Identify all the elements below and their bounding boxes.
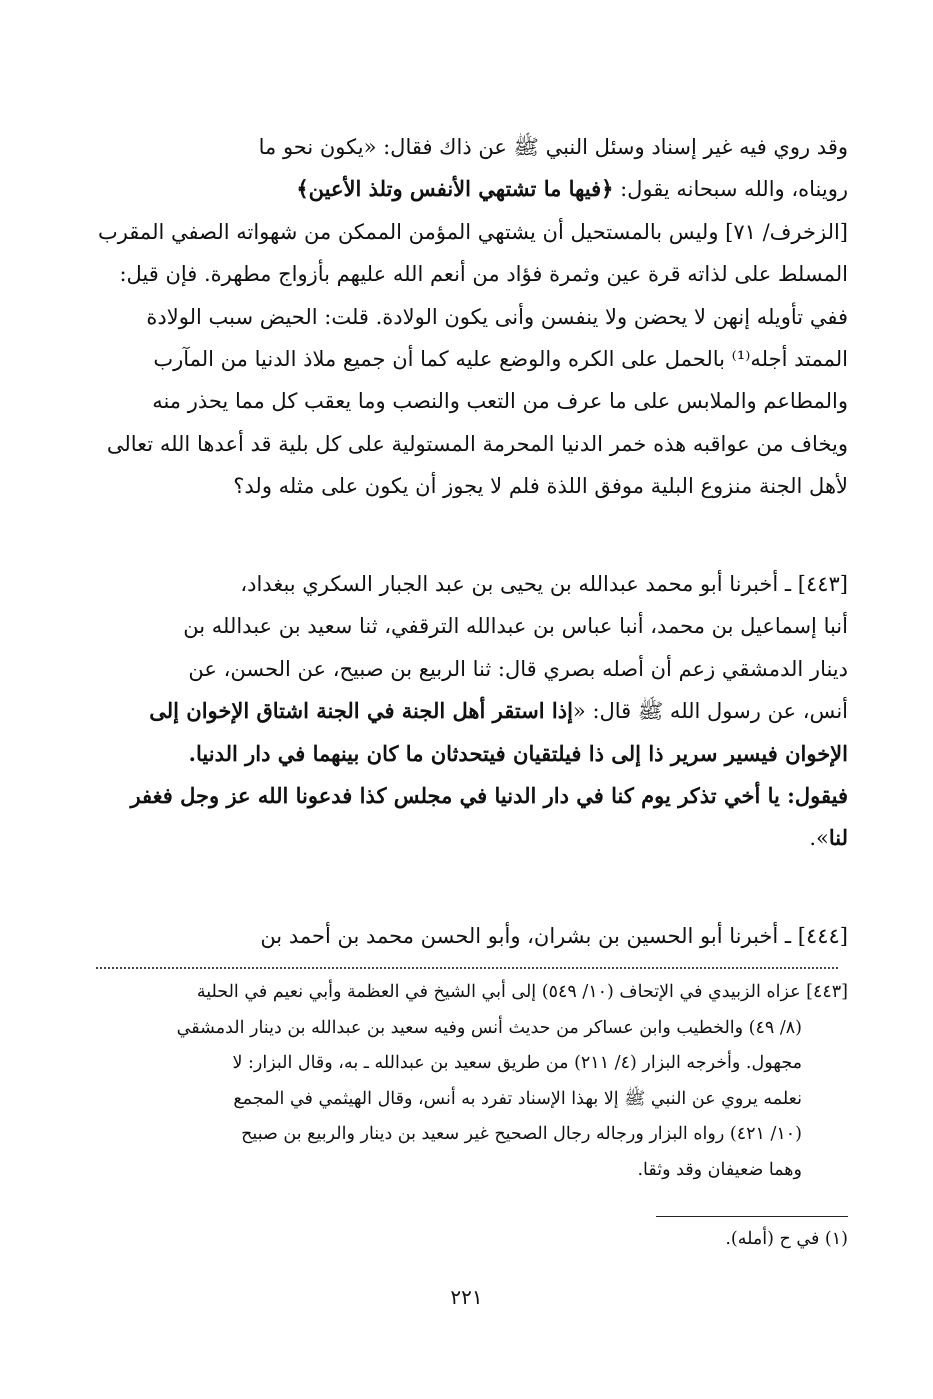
quran-quote: ﴿فيها ما تشتهي الأنفس وتلذ الأعين﴾ (296, 176, 614, 202)
text-line (96, 817, 848, 859)
paragraph-commentary (96, 126, 848, 550)
text-line (96, 915, 848, 957)
text-segment: ـ أخبرنا أبو الحسين بن بشران، وأبو الحسن محمد بن أحمد بن (260, 924, 798, 948)
hadith-text: إذا استقر أهل الجنة في الجنة اشتاق الإخوان إلى (149, 698, 573, 724)
text-segment: رويناه، والله سبحانه يقول: (613, 177, 848, 202)
main-text (96, 126, 848, 955)
text-line: [الزخرف/ ٧١] وليس بالمستحيل أن يشتهي المؤمن الممكن من شهواته الصفي المقرب (97, 219, 848, 244)
text-segment: أنس، عن رسول الله ﷺ قال: « (572, 699, 848, 724)
text-line: أنبا إسماعيل بن محمد، أنبا عباس بن عبدالله الترقفي، ثنا سعيد بن عبدالله بن (183, 614, 848, 639)
hadith-443 (96, 563, 848, 902)
hadith-text: فيقول: يا أخي تذكر يوم كنا في دار الدنيا في مجلس كذا فدعونا الله عز وجل فغفر (130, 783, 848, 809)
note-line: مجهول. وأخرجه البزار (٤/ ٢١١) من طريق سعيد بن عبدالله ـ به، وقال البزار: لا (232, 1053, 802, 1074)
text-line: والمطاعم والملابس على ما عرف من التعب والنصب وما يعقب كل مما يحذر منه (152, 389, 848, 414)
footnote-divider (656, 1216, 848, 1217)
text-line (96, 690, 848, 732)
page-number: ٢٢١ (450, 1285, 483, 1309)
text-line (96, 733, 848, 775)
note-line: [٤٤٣] عزاه الزبيدي في الإتحاف (١٠/ ٥٤٩) إلى أبي الشيخ في العظمة وأبي نعيم في الحلية (196, 982, 848, 1002)
hadith-text: لنا (828, 825, 848, 851)
hadith-number: [٤٤٤] (797, 924, 848, 948)
text-line: وقد روي فيه غير إسناد وسئل النبي ﷺ عن ذاك فقال: «يكون نحو ما (258, 135, 848, 159)
hadith-number: [٤٤٣] (797, 572, 848, 596)
text-line (96, 775, 848, 817)
text-line: الممتد أجله⁽¹⁾ بالحمل على الكره والوضع عليه كما أن جميع ملاذ الدنيا من المآرب (153, 347, 848, 372)
note-line: وهما ضعيفان وقد وثقا. (637, 1159, 802, 1180)
note-line: (١٠/ ٤٢١) رواه البزار ورجاله رجال الصحيح غير سعيد بن دينار والربيع بن صبيح (241, 1124, 802, 1145)
hadith-444 (96, 915, 848, 955)
text-segment: ـ أخبرنا أبو محمد عبدالله بن يحيى بن عبد الجبار السكري ببغداد، (240, 572, 798, 596)
text-line (96, 168, 848, 210)
text-line: ويخاف من عواقبه هذه خمر الدنيا المحرمة المستولية على كل بلية قد أعدها الله تعالى (106, 431, 848, 456)
notes-divider (96, 967, 838, 969)
text-line: ففي تأويله إنهن لا يحضن ولا ينفسن وأنى يكون الولادة. قلت: الحيض سبب الولادة (146, 304, 848, 329)
note-line: (٨/ ٤٩) والخطيب وابن عساكر من حديث أنس وفيه سعيد بن عبدالله بن دينار الدمشقي (176, 1017, 802, 1038)
hadith-text: الإخوان فيسير سرير ذا إلى ذا فيلتقيان فيتحدثان ما كان بينهما في دار الدنيا. (188, 740, 848, 766)
text-segment: ». (809, 826, 829, 851)
note-line: نعلمه يروي عن النبي ﷺ إلا بهذا الإسناد تفرد به أنس، وقال الهيثمي في المجمع (233, 1088, 802, 1109)
text-line: لأهل الجنة منزوع البلية موفق اللذة فلم لا يجوز أن يكون على مثله ولد؟ (233, 474, 848, 499)
text-line: دينار الدمشقي زعم أن أصله بصري قال: ثنا الربيع بن صبيح، عن الحسن، عن (188, 656, 848, 681)
takhrij-notes (96, 975, 848, 1189)
footnote: (١) في ح (أمله). (725, 1229, 848, 1249)
text-line: المسلط على لذاته قرة عين وثمرة فؤاد من أنعم الله عليهم بأزواج مطهرة. فإن قيل: (119, 262, 848, 287)
text-line (96, 563, 848, 605)
